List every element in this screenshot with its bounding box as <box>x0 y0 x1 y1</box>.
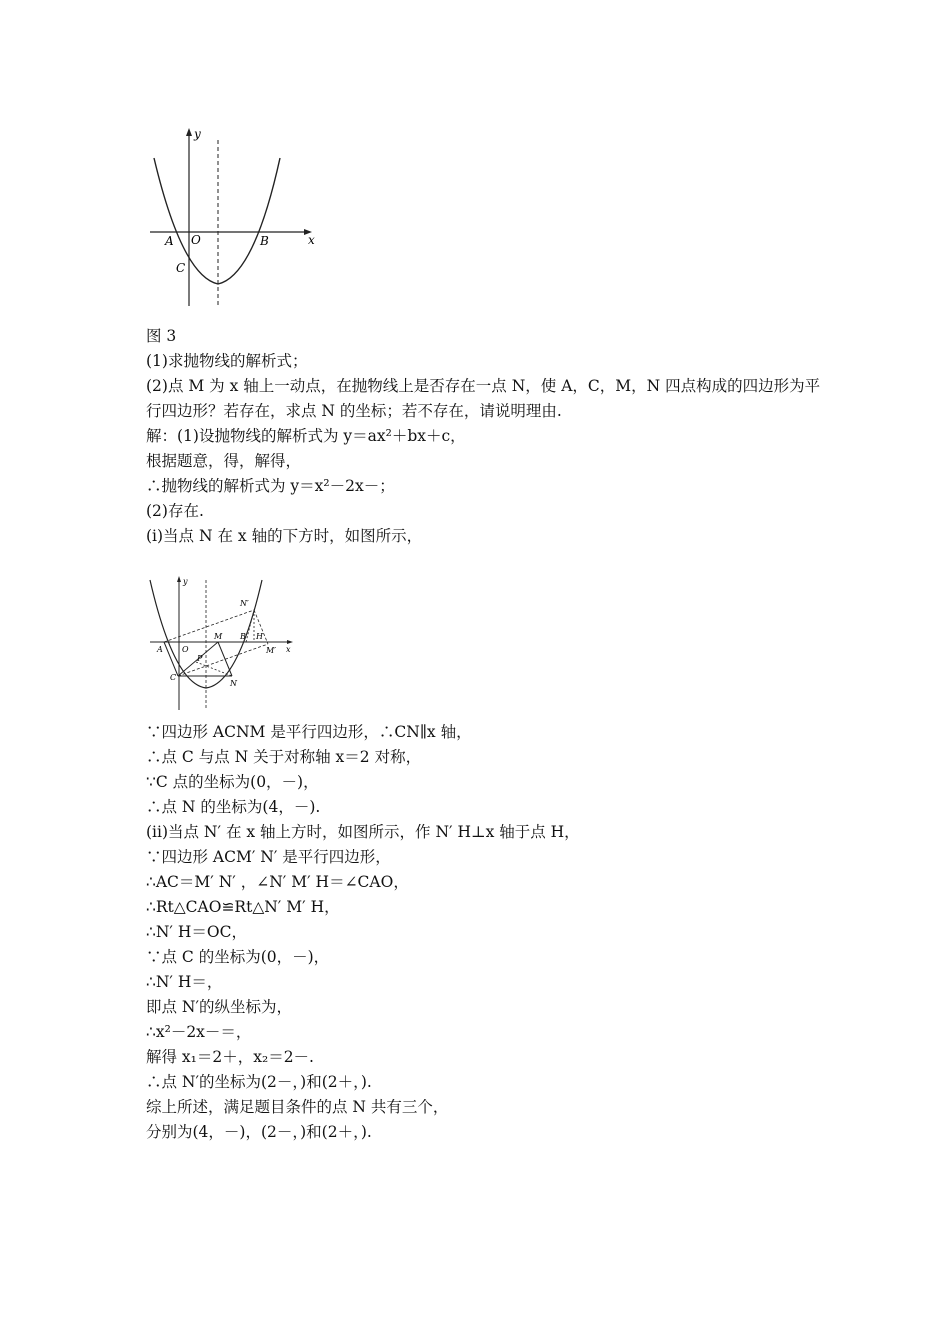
text-line: ∵点 C 的坐标为(0，－)， <box>146 948 330 966</box>
text-line: ∴Rt△CAO≌Rt△N′ M′ H， <box>146 898 340 916</box>
label-x: x <box>286 645 291 654</box>
text-line: ∴点 C 与点 N 关于对称轴 x＝2 对称， <box>146 748 422 766</box>
label-N-prime: N′ <box>240 599 249 608</box>
segment-BN-prime <box>246 610 254 642</box>
text-line: ∴点 N′的坐标为(2－，)和(2＋，). <box>146 1073 372 1091</box>
text-line: (2)点 M 为 x 轴上一动点，在抛物线上是否存在一点 N，使 A，C，M，N 四点构成的四边形为平 <box>146 377 821 395</box>
text-block-top <box>146 324 846 549</box>
label-O: O <box>191 233 201 247</box>
text-line: (1)求抛物线的解析式； <box>146 352 308 370</box>
text-line: 根据题意，得，解得， <box>146 452 302 470</box>
y-axis-arrow <box>186 128 192 136</box>
label-x: x <box>308 233 315 247</box>
parabola-curve <box>154 158 280 284</box>
label-y: y <box>194 127 201 141</box>
segment-CM-prime <box>178 644 268 676</box>
y-axis-arrow <box>177 576 181 582</box>
figure-2-parallelograms <box>146 572 296 712</box>
text-line: (ii)当点 N′ 在 x 轴上方时，如图所示，作 N′ H⊥x 轴于点 H， <box>146 823 580 841</box>
label-M: M <box>214 632 223 641</box>
label-A: A <box>157 645 163 654</box>
label-O: O <box>182 645 189 654</box>
text-line: 行四边形？若存在，求点 N 的坐标；若不存在，请说明理由. <box>146 402 562 420</box>
label-M-prime: M′ <box>266 646 277 655</box>
text-block-bottom <box>146 720 846 1145</box>
label-C: C <box>176 261 186 275</box>
label-y: y <box>183 577 188 586</box>
label-N: N <box>230 679 237 688</box>
label-A: A <box>165 234 174 248</box>
segment-MN <box>218 642 232 676</box>
text-line: 即点 N′的纵坐标为， <box>146 998 293 1016</box>
text-line: 解：(1)设抛物线的解析式为 y＝ax²＋bx＋c， <box>146 427 466 445</box>
figure-1-parabola <box>146 126 322 312</box>
text-line: 解得 x₁＝2＋，x₂＝2－. <box>146 1048 314 1066</box>
text-line: 分别为(4，－)，(2－，)和(2＋，). <box>146 1123 372 1141</box>
text-line: ∴AC＝M′ N′ ，∠N′ M′ H＝∠CAO， <box>146 873 409 891</box>
label-C: C <box>170 673 177 682</box>
text-line: ∴N′ H＝OC， <box>146 923 247 941</box>
label-B: B <box>260 234 269 248</box>
x-axis-arrow <box>287 640 293 644</box>
label-B: B <box>240 632 246 641</box>
text-line: ∴抛物线的解析式为 y＝x²－2x－； <box>146 477 395 495</box>
text-line: ∴点 N 的坐标为(4，－). <box>146 798 321 816</box>
text-line: (i)当点 N 在 x 轴的下方时，如图所示， <box>146 527 423 545</box>
label-P: P <box>197 654 203 663</box>
text-line: ∴x²－2x－＝， <box>146 1023 252 1041</box>
text-line: ∴N′ H＝， <box>146 973 223 991</box>
text-line: 图 3 <box>146 327 177 345</box>
text-line: ∵四边形 ACNM 是平行四边形，∴CN∥x 轴， <box>146 723 472 741</box>
text-line: ∵C 点的坐标为(0，－)， <box>146 773 319 791</box>
text-line: 综上所述，满足题目条件的点 N 共有三个， <box>146 1098 449 1116</box>
text-line: ∵四边形 ACM′ N′ 是平行四边形， <box>146 848 391 866</box>
text-line: (2)存在. <box>146 502 204 520</box>
label-H: H <box>256 632 263 641</box>
